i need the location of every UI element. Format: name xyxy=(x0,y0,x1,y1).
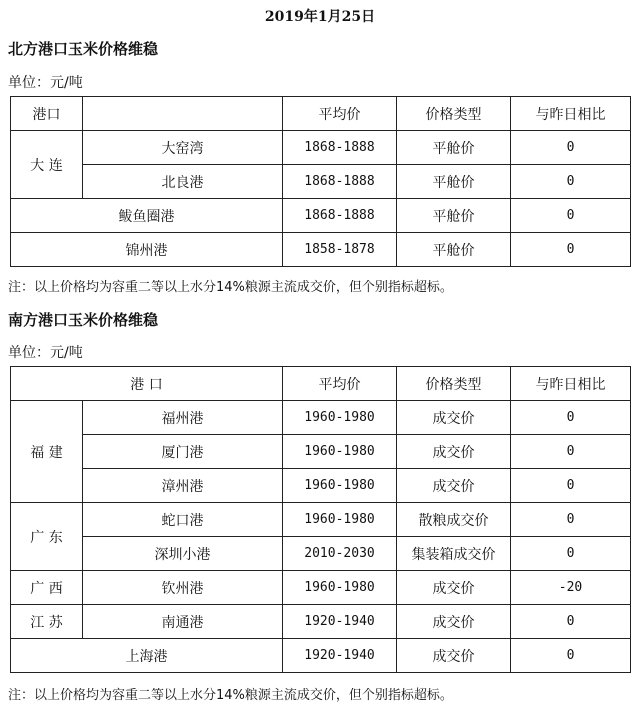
table-row xyxy=(11,199,631,233)
change-cell: 0 xyxy=(511,605,631,639)
change-cell: 0 xyxy=(511,435,631,469)
table-row xyxy=(11,537,631,571)
table-row xyxy=(11,233,631,267)
type-cell: 平舱价 xyxy=(397,199,511,233)
price-cell: 1960-1980 xyxy=(283,401,397,435)
change-cell: 0 xyxy=(511,401,631,435)
table-row xyxy=(11,605,631,639)
change-cell: -20 xyxy=(511,571,631,605)
port-cell: 厦门港 xyxy=(83,435,283,469)
table-row xyxy=(11,639,631,673)
port-cell: 北良港 xyxy=(83,165,283,199)
region-cell: 广 东 xyxy=(11,503,83,571)
north-price-table xyxy=(10,96,631,267)
price-cell: 1960-1980 xyxy=(283,571,397,605)
south-header-row xyxy=(11,367,631,401)
port-cell: 漳州港 xyxy=(83,469,283,503)
type-cell: 成交价 xyxy=(397,401,511,435)
port-cell: 蛇口港 xyxy=(83,503,283,537)
port-cell: 上海港 xyxy=(11,639,283,673)
region-cell: 大 连 xyxy=(11,131,83,199)
header-port: 港 口 xyxy=(11,367,283,401)
type-cell: 成交价 xyxy=(397,605,511,639)
table-row xyxy=(11,435,631,469)
change-cell: 0 xyxy=(511,503,631,537)
price-cell: 1920-1940 xyxy=(283,639,397,673)
type-cell: 平舱价 xyxy=(397,131,511,165)
price-cell: 1868-1888 xyxy=(283,199,397,233)
north-header-row xyxy=(11,97,631,131)
type-cell: 成交价 xyxy=(397,571,511,605)
south-price-table xyxy=(10,366,631,673)
change-cell: 0 xyxy=(511,233,631,267)
header-price-type: 价格类型 xyxy=(397,97,511,131)
price-cell: 1960-1980 xyxy=(283,469,397,503)
table-row xyxy=(11,571,631,605)
change-cell: 0 xyxy=(511,537,631,571)
type-cell: 平舱价 xyxy=(397,165,511,199)
port-cell: 大窑湾 xyxy=(83,131,283,165)
table-row xyxy=(11,469,631,503)
north-unit-label: 单位：元/吨 xyxy=(8,75,83,91)
price-cell: 1960-1980 xyxy=(283,503,397,537)
change-cell: 0 xyxy=(511,639,631,673)
north-footnote: 注：以上价格均为容重二等以上水分14%粮源主流成交价，但个别指标超标。 xyxy=(8,280,453,295)
region-cell: 福 建 xyxy=(11,401,83,503)
price-cell: 1858-1878 xyxy=(283,233,397,267)
header-price-type: 价格类型 xyxy=(397,367,511,401)
port-cell: 锦州港 xyxy=(11,233,283,267)
price-cell: 1960-1980 xyxy=(283,435,397,469)
price-cell: 1920-1940 xyxy=(283,605,397,639)
header-change: 与昨日相比 xyxy=(511,367,631,401)
header-port: 港口 xyxy=(11,97,83,131)
type-cell: 成交价 xyxy=(397,639,511,673)
region-cell: 江 苏 xyxy=(11,605,83,639)
south-unit-label: 单位：元/吨 xyxy=(8,345,83,361)
port-cell: 鲅鱼圈港 xyxy=(11,199,283,233)
header-change: 与昨日相比 xyxy=(511,97,631,131)
type-cell: 散粮成交价 xyxy=(397,503,511,537)
change-cell: 0 xyxy=(511,199,631,233)
port-cell: 钦州港 xyxy=(83,571,283,605)
change-cell: 0 xyxy=(511,131,631,165)
type-cell: 成交价 xyxy=(397,469,511,503)
table-row xyxy=(11,131,631,165)
header-avg-price: 平均价 xyxy=(283,367,397,401)
price-cell: 2010-2030 xyxy=(283,537,397,571)
table-row xyxy=(11,165,631,199)
price-cell: 1868-1888 xyxy=(283,131,397,165)
north-section-title: 北方港口玉米价格维稳 xyxy=(8,40,159,58)
type-cell: 集装箱成交价 xyxy=(397,537,511,571)
south-section-title: 南方港口玉米价格维稳 xyxy=(8,311,159,329)
table-row xyxy=(11,401,631,435)
south-footnote: 注：以上价格均为容重二等以上水分14%粮源主流成交价，但个别指标超标。 xyxy=(8,688,453,703)
port-cell: 南通港 xyxy=(83,605,283,639)
change-cell: 0 xyxy=(511,165,631,199)
type-cell: 成交价 xyxy=(397,435,511,469)
port-cell: 深圳小港 xyxy=(83,537,283,571)
header-blank xyxy=(83,97,283,131)
price-cell: 1868-1888 xyxy=(283,165,397,199)
region-cell: 广 西 xyxy=(11,571,83,605)
type-cell: 平舱价 xyxy=(397,233,511,267)
header-avg-price: 平均价 xyxy=(283,97,397,131)
change-cell: 0 xyxy=(511,469,631,503)
port-cell: 福州港 xyxy=(83,401,283,435)
report-date: 2019年1月25日 xyxy=(264,9,376,25)
table-row xyxy=(11,503,631,537)
